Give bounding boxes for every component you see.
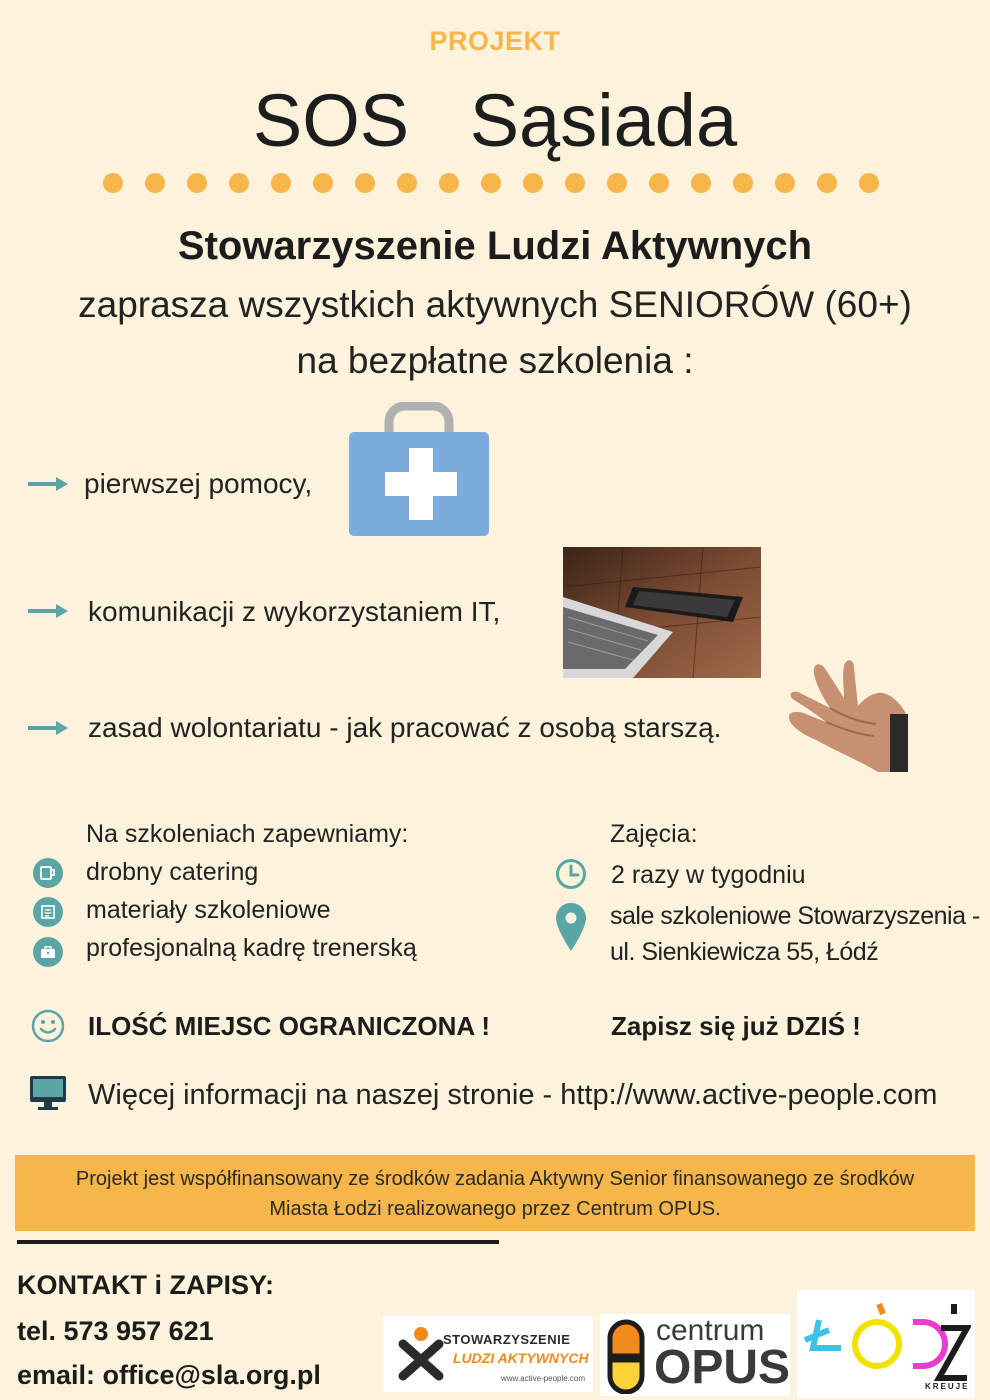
open-hand-photo [786,656,908,772]
classes-heading: Zajęcia: [610,820,698,848]
lodz-kreuje-logo [797,1290,975,1398]
organization-name: Stowarzyszenie Ludzi Aktywnych [177,224,813,268]
provided-heading: Na szkoleniach zapewniamy: [86,820,409,848]
document-icon [33,897,63,927]
opus-logo-line-1: centrum [656,1314,765,1347]
location-pin-icon [556,903,586,951]
contact-email[interactable]: email: office@sla.org.pl [17,1360,321,1390]
page-title: SOS Sąsiada [252,79,738,162]
training-first-aid: pierwszej pomocy, [84,468,313,499]
training-volunteering: zasad wolontariatu - jak pracować z osobą starszą. [88,712,722,743]
provided-item-catering: drobny catering [86,858,259,886]
classes-location-line-2: ul. Sienkiewicza 55, Łódź [610,938,879,966]
signup-notice: Zapisz się już DZIŚ ! [611,1011,861,1041]
provided-item-trainers: profesjonalną kadrę trenerską [86,934,417,962]
training-it-communication: komunikacji z wykorzystaniem IT, [88,596,501,627]
more-info-link[interactable]: Więcej informacji na naszej stronie - http://www.active-people.com [88,1079,938,1111]
monitor-icon [29,1075,67,1111]
first-aid-kit-icon [349,402,489,536]
person-figure-icon [397,1326,445,1384]
briefcase-icon [33,937,63,967]
funding-banner [15,1155,975,1231]
smiley-icon [31,1009,65,1043]
laptop-and-phone-photo [563,547,761,678]
arrow-right-icon [28,477,68,491]
opus-logo-line-2: OPUS [654,1341,791,1394]
contact-heading: KONTAKT i ZAPISY: [17,1270,274,1300]
sla-logo-line-1: STOWARZYSZENIE [443,1332,571,1347]
divider-line [17,1240,499,1244]
lodz-logo-tag: KREUJE [925,1382,970,1391]
funding-line-2: Miasta Łodzi realizowanego przez Centrum OPUS. [269,1198,721,1220]
sla-logo [383,1316,593,1392]
clock-icon [555,858,587,890]
contact-phone[interactable]: tel. 573 957 621 [17,1316,214,1346]
funding-line-1: Projekt jest współfinansowany ze środków zadania Aktywny Senior finansowanego ze środków [75,1168,915,1190]
lodz-lettering-icon [801,1296,971,1386]
provided-item-materials: materiały szkoleniowe [86,896,331,924]
classes-frequency: 2 razy w tygodniu [611,861,806,889]
centrum-opus-logo [600,1314,790,1396]
arrow-right-icon [28,721,68,735]
invitation-line-2: na bezpłatne szkolenia : [296,340,694,381]
sla-logo-url: www.active-people.com [501,1374,586,1383]
dot-divider [102,172,888,194]
project-eyebrow: PROJEKT [429,26,561,56]
sla-logo-line-2: LUDZI AKTYWNYCH [453,1350,589,1366]
coffee-cup-icon [33,858,63,888]
invitation-line-1: zaprasza wszystkich aktywnych SENIORÓW (60+) [78,284,912,325]
opus-shape-icon [606,1318,646,1394]
classes-location-line-1: sale szkoleniowe Stowarzyszenia - [610,902,980,930]
limited-seats-notice: ILOŚĆ MIEJSC OGRANICZONA ! [88,1011,491,1041]
arrow-right-icon [28,604,68,618]
